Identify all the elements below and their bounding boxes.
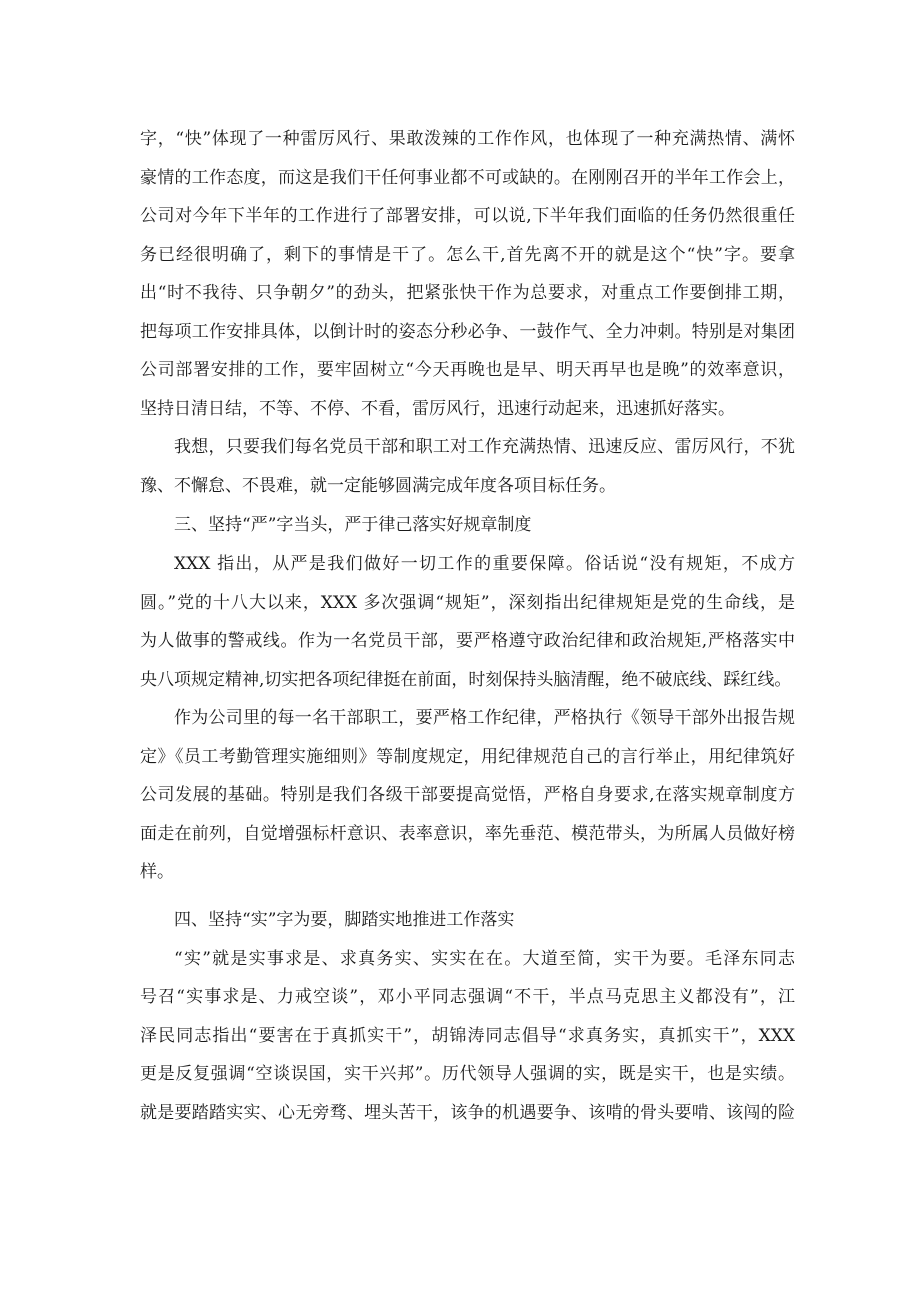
text-line: 公司部署安排的工作，要牢固树立“今天再晚也是早、明天再早也是晚”的效率意识， xyxy=(140,360,795,380)
text-line: 更是反复强调“空谈误国，实干兴邦”。历代领导人强调的实，既是实干，也是实绩。 xyxy=(140,1064,795,1084)
section-heading-strict: 三、坚持“严”字当头，严于律己落实好规章制度 xyxy=(174,515,532,535)
text-line: 号召“实事求是、力戒空谈”，邓小平同志强调“不干，半点马克思主义都没有”，江 xyxy=(140,987,795,1007)
text-line: 豪情的工作态度，而这是我们干任何事业都不可或缺的。在刚刚召开的半年工作会上， xyxy=(140,167,795,188)
text-line: 作为公司里的每一名干部职工，要严格工作纪律，严格执行《领导干部外出报告规 xyxy=(174,708,795,728)
text-line: 出“时不我待、只争朝夕”的劲头，把紧张快干作为总要求，对重点工作要倒排工期， xyxy=(140,283,795,303)
text-line: 就是要踏踏实实、心无旁骛、埋头苦干，该争的机遇要争、该啃的骨头要啃、该闯的险 xyxy=(140,1102,795,1123)
text-line: 圆。”党的十八大以来，XXX 多次强调“规矩”，深刻指出纪律规矩是党的生命线，是 xyxy=(140,592,795,613)
text-line: 把每项工作安排具体，以倒计时的姿态分秒必争、一鼓作气、全力冲刺。特别是对集团 xyxy=(140,321,795,342)
text-line: 公司对今年下半年的工作进行了部署安排，可以说,下半年我们面临的任务仍然很重任 xyxy=(140,206,795,226)
section-heading-practical: 四、坚持“实”字为要，脚踏实地推进工作落实 xyxy=(174,909,515,930)
text-line: 务已经很明确了，剩下的事情是干了。怎么干,首先离不开的就是这个“快”字。要拿 xyxy=(140,244,795,265)
text-line: “实”就是实事求是、求真务实、实实在在。大道至简，实干为要。毛泽东同志 xyxy=(174,948,795,969)
paragraph-strict-rules xyxy=(140,545,795,699)
text-line: 样。 xyxy=(140,862,174,882)
text-line: 豫、不懈怠、不畏难，就一定能够圆满完成年度各项目标任务。 xyxy=(140,475,616,496)
text-line: 泽民同志指出“要害在于真抓实干”，胡锦涛同志倡导“求真务实，真抓实干”，XXX xyxy=(140,1025,795,1046)
text-line: 公司发展的基础。特别是我们各级干部要提高觉悟，严格自身要求,在落实规章制度方 xyxy=(140,785,795,805)
paragraph-practical xyxy=(140,940,795,1133)
document-body xyxy=(140,120,795,1132)
text-line: 我想，只要我们每名党员干部和职工对工作充满热情、迅速反应、雷厉风行，不犹 xyxy=(174,437,795,457)
text-line: 为人做事的警戒线。作为一名党员干部，要严格遵守政治纪律和政治规矩,严格落实中 xyxy=(140,631,795,651)
text-line: XXX 指出，从严是我们做好一切工作的重要保障。俗话说“没有规矩，不成方 xyxy=(174,554,795,574)
paragraph-speed-continuation xyxy=(140,120,795,428)
text-line: 字，“快”体现了一种雷厉风行、果敢泼辣的工作作风，也体现了一种充满热情、满怀 xyxy=(140,129,795,149)
text-line: 面走在前列，自觉增强标杆意识、表率意识，率先垂范、模范带头，为所属人员做好榜 xyxy=(140,823,795,844)
text-line: 定》《员工考勤管理实施细则》等制度规定，用纪律规范自己的言行举止，用纪律筑好 xyxy=(140,746,795,767)
paragraph-summary xyxy=(140,428,795,505)
text-line: 坚持日清日结，不等、不停、不看，雷厉风行，迅速行动起来，迅速抓好落实。 xyxy=(140,398,735,419)
paragraph-discipline xyxy=(140,699,795,892)
text-line: 央八项规定精神,切实把各项纪律挺在前面，时刻保持头脑清醒，绝不破底线、踩红线。 xyxy=(140,669,792,690)
spacer xyxy=(140,892,795,900)
